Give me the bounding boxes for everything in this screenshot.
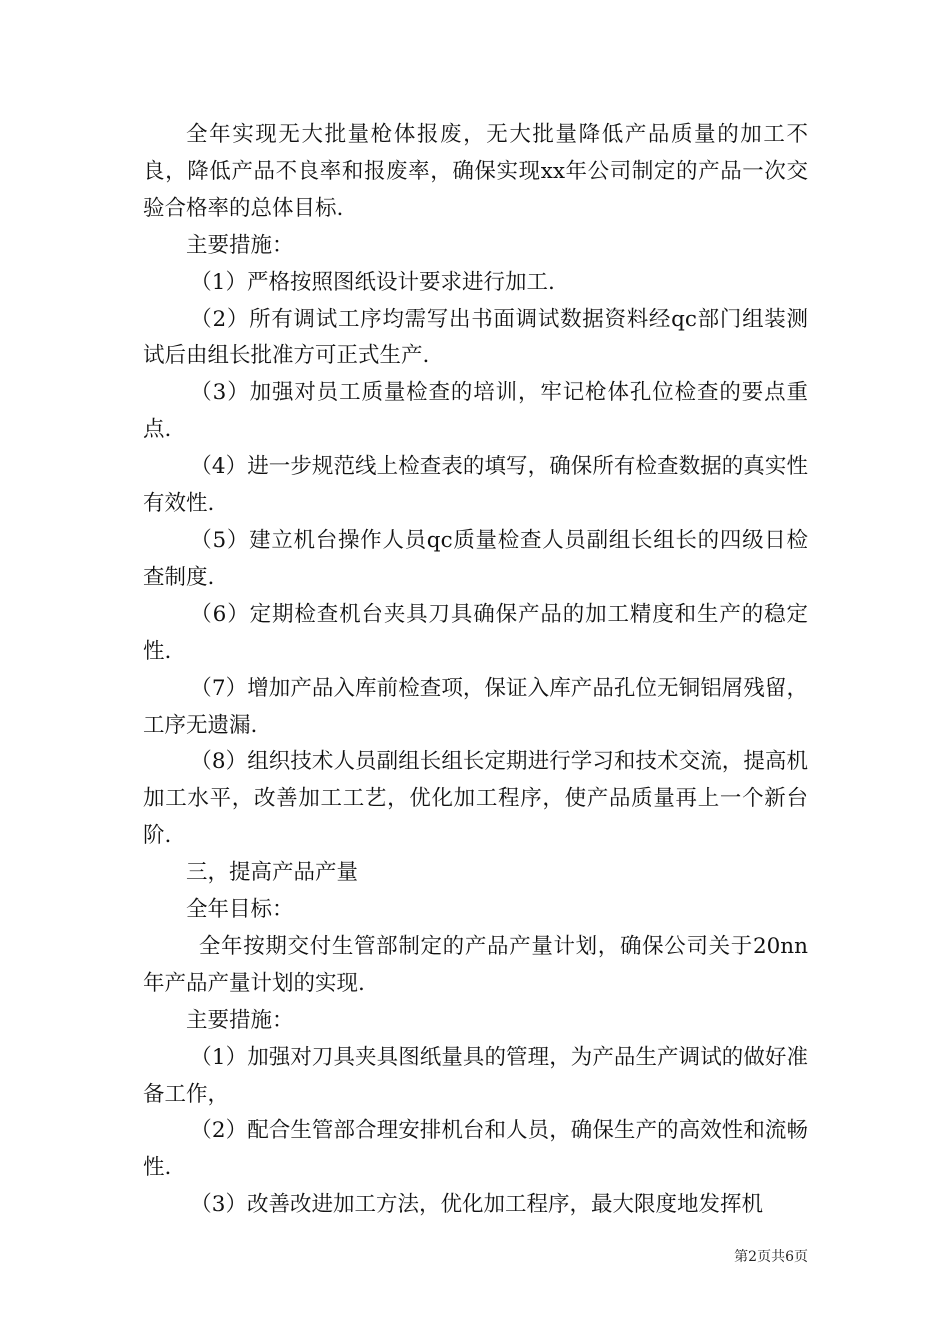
paragraph-quality-goal: 全年实现无大批量枪体报废，无大批量降低产品质量的加工不良，降低产品不良率和报废率，确保实现xx年公司制定的产品一次交验合格率的总体目标. (143, 122, 808, 221)
paragraph-measure-4: （4）进一步规范线上检查表的填写，确保所有检查数据的真实性有效性. (143, 454, 808, 517)
section-heading-increase-output: 三，提高产品产量 (186, 860, 359, 886)
paragraph-output-measure-1: （1）加强对刀具夹具图纸量具的管理，为产品生产调试的做好准备工作， (143, 1044, 808, 1107)
paragraph-annual-target-heading: 全年目标： (186, 897, 294, 923)
paragraph-main-measures-heading-2: 主要措施： (186, 1007, 294, 1033)
paragraph-measure-2: （2）所有调试工序均需写出书面调试数据资料经qc部门组装测试后由组长批准方可正式生产. (143, 306, 808, 369)
paragraph-measure-6: （6）定期检查机台夹具刀具确保产品的加工精度和生产的稳定性. (143, 601, 808, 664)
paragraph-measure-1: （1）严格按照图纸设计要求进行加工. (190, 269, 555, 295)
paragraph-measure-5: （5）建立机台操作人员qc质量检查人员副组长组长的四级日检查制度. (143, 527, 808, 590)
document-body (143, 117, 808, 1224)
page-number-footer: 第2页共6页 (734, 1249, 808, 1265)
paragraph-annual-target: 全年按期交付生管部制定的产品产量计划，确保公司关于20nn年产品产量计划的实现. (143, 933, 808, 996)
paragraph-output-measure-2: （2）配合生管部合理安排机台和人员，确保生产的高效性和流畅性. (143, 1118, 808, 1181)
paragraph-output-measure-3: （3）改善改进加工方法，优化加工程序，最大限度地发挥机 (190, 1192, 763, 1218)
paragraph-measure-3: （3）加强对员工质量检查的培训，牢记枪体孔位检查的要点重点. (143, 380, 808, 443)
paragraph-main-measures-heading: 主要措施： (186, 232, 294, 258)
paragraph-measure-7: （7）增加产品入库前检查项，保证入库产品孔位无铜铝屑残留，工序无遗漏. (143, 675, 808, 738)
paragraph-measure-8: （8）组织技术人员副组长组长定期进行学习和技术交流，提高机加工水平，改善加工工艺，优化加工程序，使产品质量再上一个新台阶. (143, 749, 808, 849)
